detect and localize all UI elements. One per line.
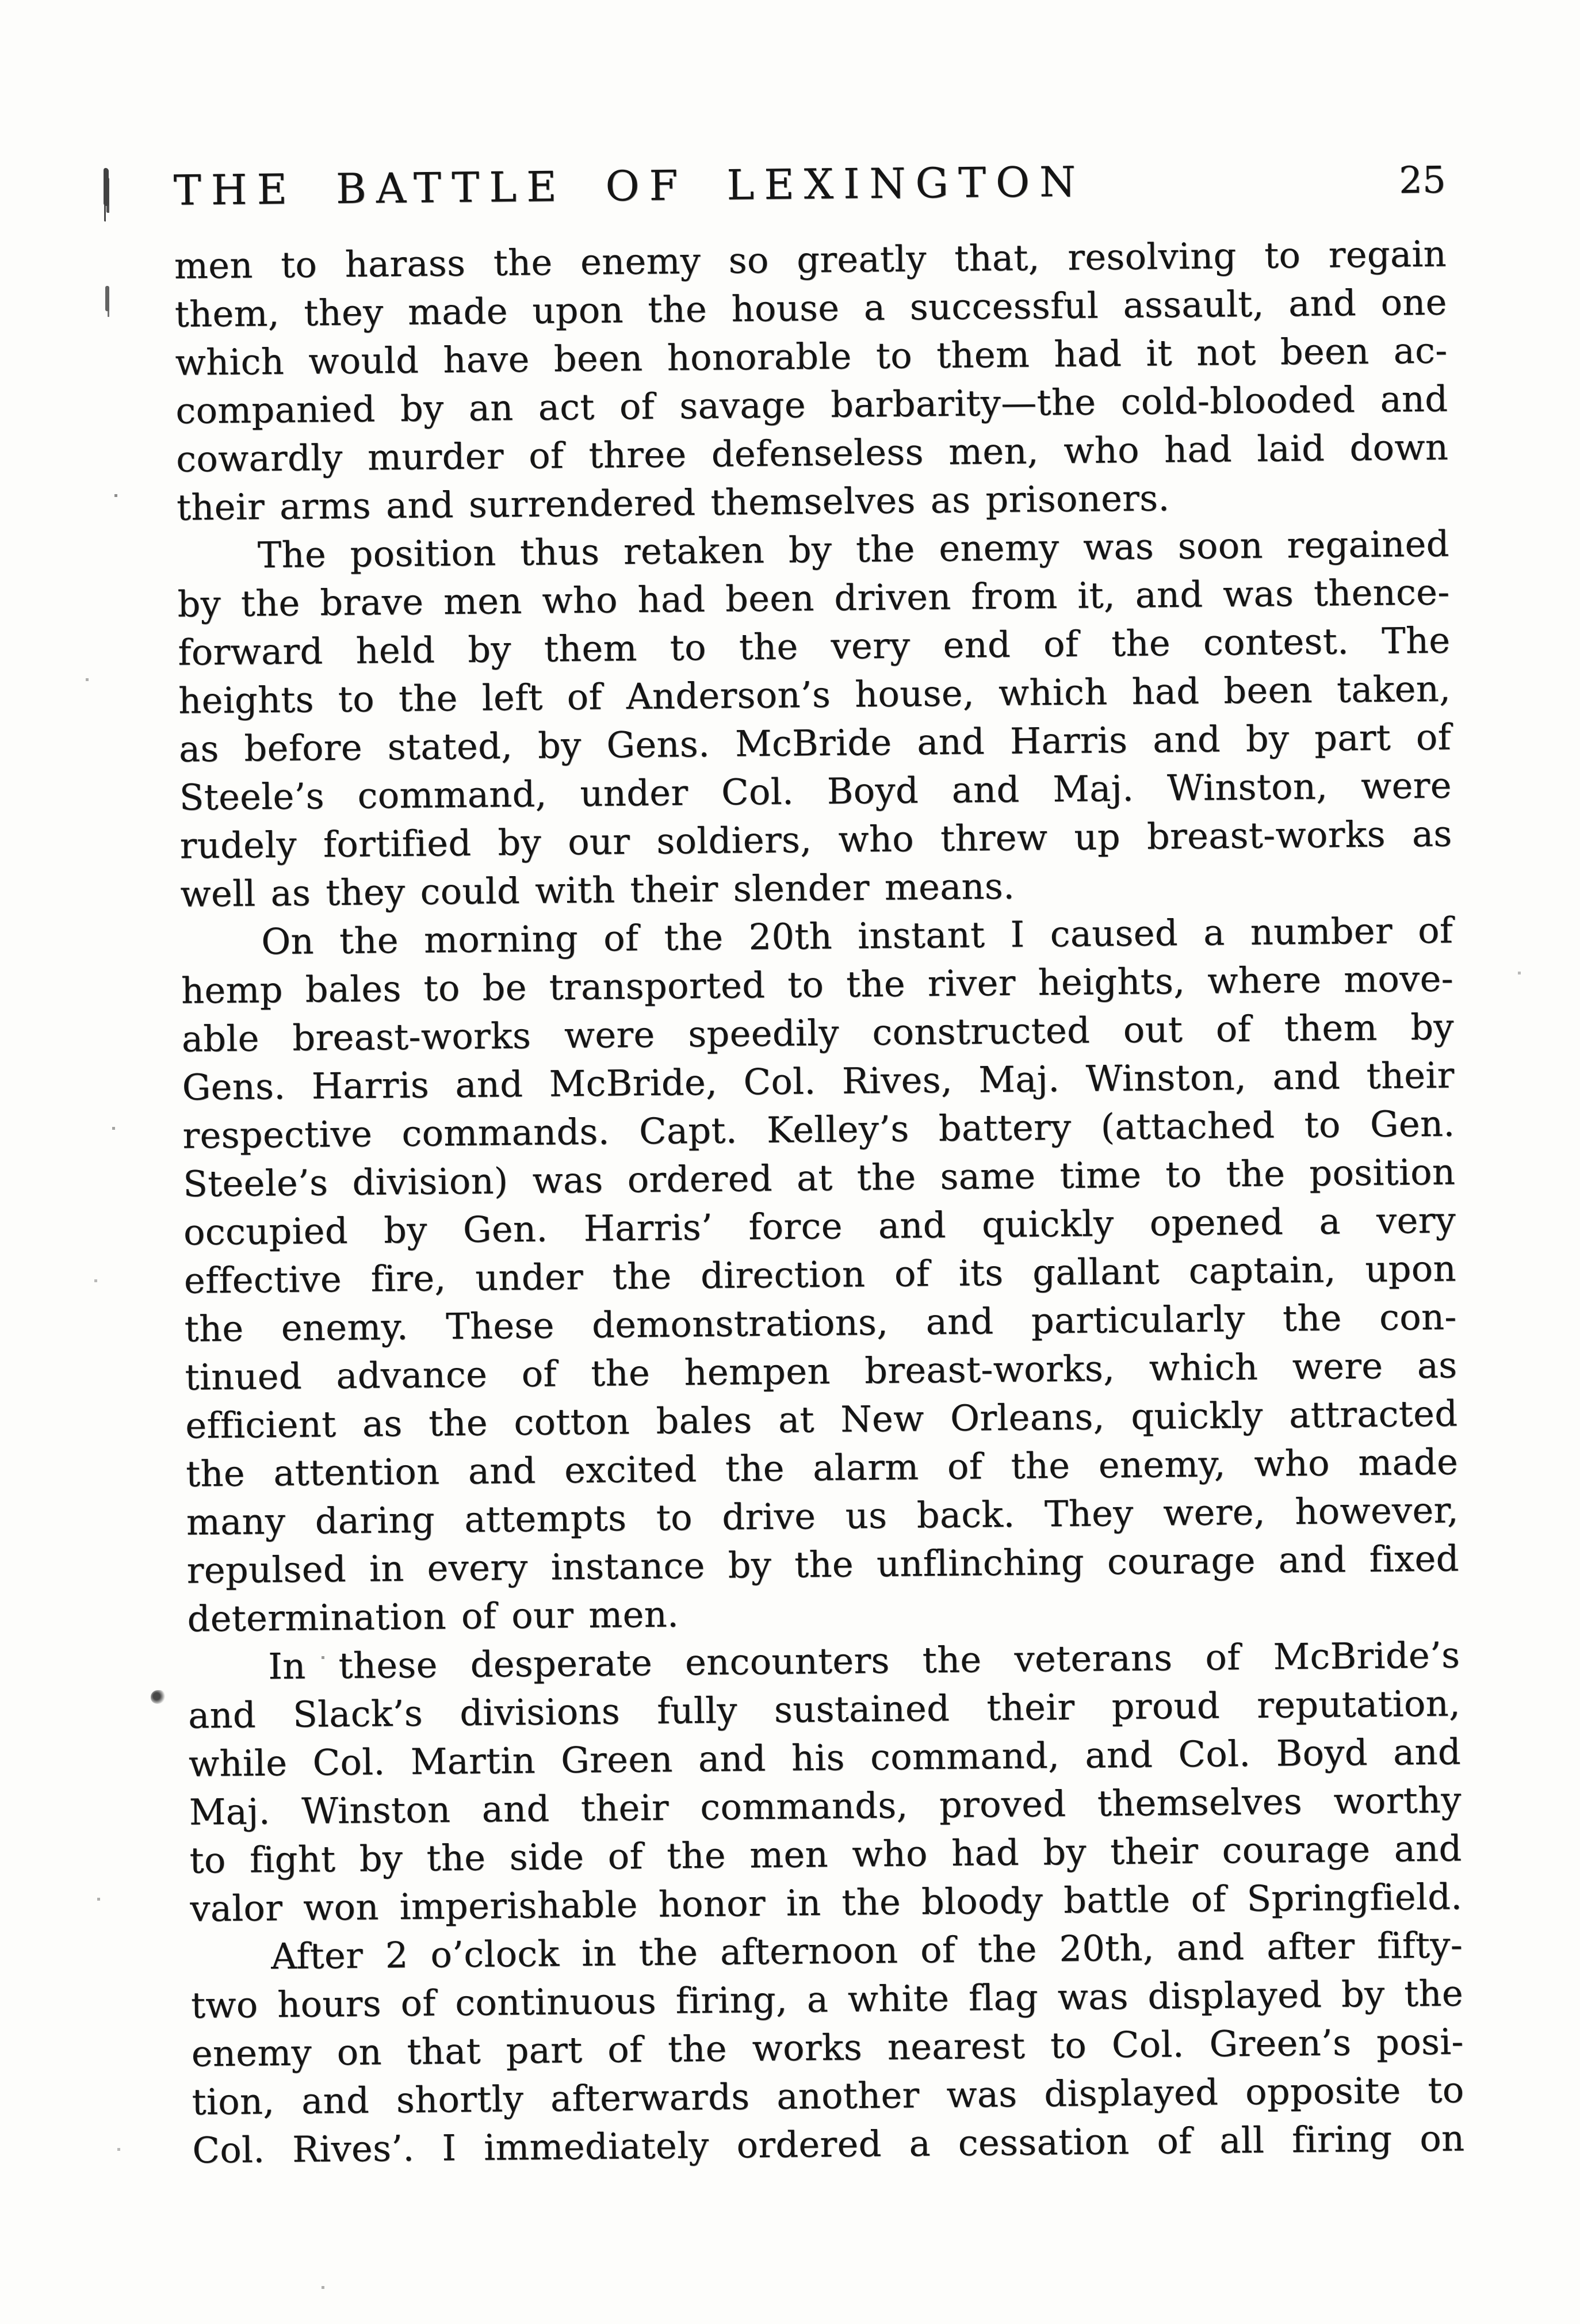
- text-line: Maj. Winston and their commands, proved themselves worthy: [189, 1779, 1462, 1833]
- page-title: THE BATTLE OF LEXINGTON: [173, 157, 1086, 215]
- text-line: and Slack’s divisions fully sustained their proud reputation,: [188, 1682, 1461, 1737]
- text-line: After 2 o’clock in the afternoon of the 20th, and after fifty-: [270, 1924, 1463, 1978]
- ink-smudge: [105, 286, 109, 311]
- text-line: the attention and excited the alarm of the enemy, who made: [185, 1440, 1459, 1495]
- text-line: Gens. Harris and McBride, Col. Rives, Maj. Winston, and their: [182, 1054, 1455, 1109]
- text-line: while Col. Martin Green and his command, and Col. Boyd and: [188, 1730, 1462, 1785]
- text-line: the enemy. These demonstrations, and particularly the con-: [184, 1295, 1457, 1350]
- text-line: heights to the left of Anderson’s house, which had been taken,: [178, 667, 1451, 722]
- text-line: tinued advance of the hempen breast-works, which were as: [185, 1344, 1457, 1398]
- text-line: Col. Rives’. I immediately ordered a cessation of all firing on: [192, 2117, 1465, 2172]
- text-line: which would have been honorable to them had it not been ac-: [175, 329, 1448, 384]
- text-line: companied by an act of savage barbarity—the cold-blooded and: [175, 377, 1448, 432]
- text-line: cowardly murder of three defenseless men, who had laid down: [175, 426, 1449, 480]
- page-number: 25: [1398, 159, 1446, 202]
- text-line: Steele’s division) was ordered at the same time to the position: [182, 1150, 1456, 1205]
- text-line: valor won imperishable honor in the bloody battle of Springfield.: [190, 1875, 1463, 1930]
- text-line: occupied by Gen. Harris’ force and quickly opened a very: [183, 1199, 1456, 1253]
- page-content: [173, 154, 1464, 2174]
- text-line: The position thus retaken by the enemy was soon regained: [257, 522, 1450, 576]
- paragraph: [181, 906, 1460, 1643]
- text-line: efficient as the cotton bales at New Orleans, quickly attracted: [185, 1392, 1458, 1447]
- text-line: On the morning of the 20th instant I caused a number of: [261, 909, 1453, 963]
- text-line: Steele’s command, under Col. Boyd and Maj. Winston, were: [179, 764, 1452, 819]
- running-header: [173, 154, 1446, 219]
- text-line: well as they could with their slender means.: [180, 865, 1015, 915]
- text-line: as before stated, by Gens. McBride and Harris and by part of: [178, 716, 1452, 770]
- text-line: their arms and surrendered themselves as prisoners.: [176, 477, 1170, 529]
- paragraph: [190, 1921, 1465, 2174]
- ink-smudge: [104, 168, 109, 206]
- paragraph: [177, 519, 1452, 918]
- text-line: men to harass the enemy so greatly that, resolving to regain: [174, 232, 1447, 287]
- text-line: tion, and shortly afterwards another was displayed opposite to: [192, 2069, 1464, 2123]
- text-line: repulsed in every instance by the unflinching courage and fixed: [186, 1537, 1459, 1592]
- text-line: In these desperate encounters the veterans of McBride’s: [267, 1634, 1460, 1688]
- text-line: forward held by them to the very end of the contest. The: [178, 619, 1451, 674]
- scan-speckles: [0, 0, 2, 2]
- paragraph: [174, 230, 1449, 532]
- text-line: by the brave men who had been driven from it, and was thence-: [177, 571, 1450, 625]
- text-line: two hours of continuous firing, a white flag was displayed by the: [190, 1972, 1464, 2027]
- text-line: to fight by the side of the men who had by their courage and: [189, 1827, 1462, 1882]
- text-line: able breast-works were speedily constructed out of them by: [181, 1006, 1455, 1060]
- text-line: effective fire, under the direction of its gallant captain, upon: [183, 1247, 1457, 1302]
- text-line: many daring attempts to drive us back. They were, however,: [186, 1489, 1459, 1543]
- paragraph: [188, 1631, 1463, 1933]
- text-line: determination of our men.: [187, 1593, 679, 1640]
- text-line: them, they made upon the house a successful assault, and one: [174, 281, 1448, 335]
- text-line: rudely fortified by our soldiers, who threw up breast-works as: [179, 812, 1452, 867]
- text-line: hemp bales to be transported to the river heights, where move-: [181, 957, 1454, 1012]
- body-text: [174, 230, 1465, 2174]
- text-line: enemy on that part of the works nearest to Col. Green’s posi-: [191, 2020, 1464, 2075]
- text-line: respective commands. Capt. Kelley’s battery (attached to Gen.: [182, 1102, 1455, 1157]
- ink-smudge: [151, 1690, 166, 1704]
